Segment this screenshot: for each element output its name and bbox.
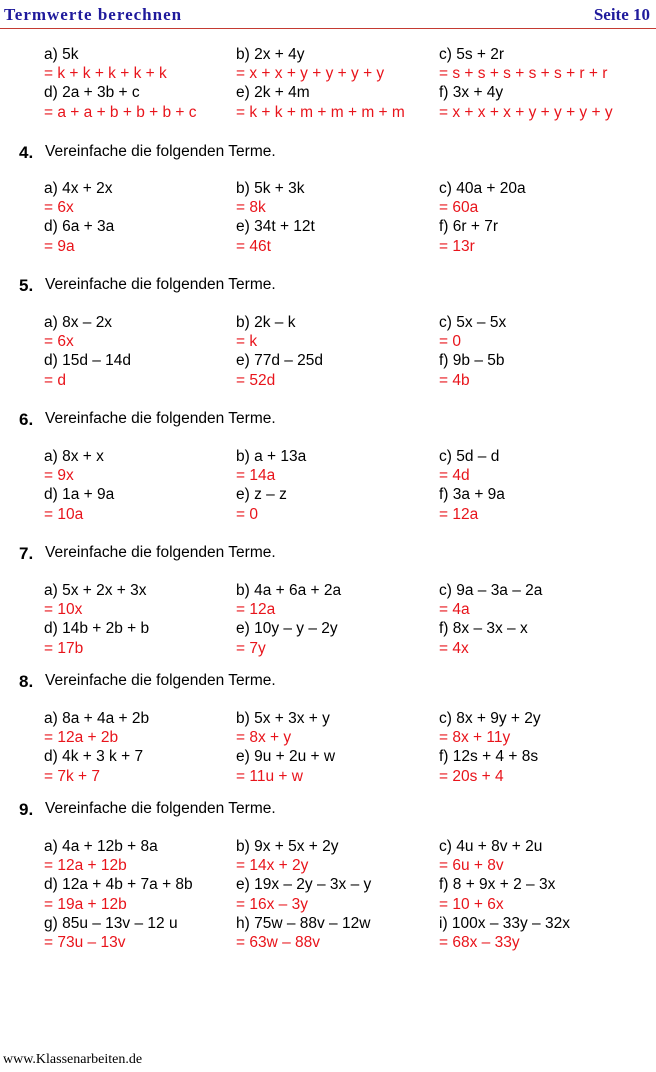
exercise-answer: = 52d xyxy=(236,371,276,389)
exercise-grid xyxy=(44,179,644,256)
exercise-problem: b) 5x + 3x + y xyxy=(236,710,330,727)
exercise-problem: f) 8 + 9x + 2 – 3x xyxy=(439,876,556,894)
exercise-item xyxy=(44,351,236,389)
exercise-answer: = a + a + b + b + b + c xyxy=(44,103,197,121)
exercise-answer: = 17b xyxy=(44,639,84,657)
exercise-problem: b) 4a + 6a + 2a xyxy=(236,582,342,599)
exercise-problem: i) 100x – 33y – 32x xyxy=(439,914,570,932)
exercise-problem: d) 14b + 2b + b xyxy=(44,620,150,638)
task-block-6 xyxy=(0,410,656,523)
exercise-answer: = 14a xyxy=(236,467,276,485)
exercise-item xyxy=(439,875,644,913)
task-heading xyxy=(0,410,656,432)
task-number: 5. xyxy=(19,276,34,295)
exercise-answer: = 19a + 12b xyxy=(44,895,127,913)
exercise-item xyxy=(439,581,644,619)
task-instruction: Vereinfache die folgenden Terme. xyxy=(45,143,276,160)
exercise-problem: e) z – z xyxy=(236,486,287,504)
exercise-item xyxy=(439,83,644,121)
exercise-item xyxy=(439,45,644,83)
exercise-answer: = 63w – 88v xyxy=(236,934,321,952)
task-heading xyxy=(0,800,656,822)
exercise-problem: a) 5k xyxy=(44,46,79,63)
exercise-answer: = 10a xyxy=(44,505,84,523)
exercise-item xyxy=(236,83,439,121)
page-header xyxy=(0,0,656,30)
exercise-item xyxy=(236,45,439,83)
exercise-item xyxy=(236,351,439,389)
exercise-answer: = 10 + 6x xyxy=(439,895,504,913)
exercise-problem: a) 4a + 12b + 8a xyxy=(44,838,158,855)
exercise-item xyxy=(439,485,644,523)
exercise-item xyxy=(44,581,236,619)
exercise-problem: f) 12s + 4 + 8s xyxy=(439,748,539,766)
task-heading xyxy=(0,544,656,566)
exercise-problem: f) 6r + 7r xyxy=(439,218,499,236)
exercise-answer: = x + x + x + y + y + y + y xyxy=(439,103,613,121)
exercise-problem: c) 9a – 3a – 2a xyxy=(439,582,543,599)
exercise-item xyxy=(439,837,644,875)
exercise-item xyxy=(439,351,644,389)
exercise-problem: c) 40a + 20a xyxy=(439,180,526,197)
exercise-grid xyxy=(44,709,644,786)
exercise-problem: b) 2x + 4y xyxy=(236,46,305,63)
exercise-problem: e) 77d – 25d xyxy=(236,352,324,370)
exercise-problem: e) 2k + 4m xyxy=(236,84,310,102)
exercise-grid xyxy=(44,447,644,524)
exercise-answer: = 8x + y xyxy=(236,729,292,747)
exercise-item xyxy=(236,485,439,523)
exercise-problem: e) 10y – y – 2y xyxy=(236,620,338,638)
exercise-item xyxy=(44,914,236,952)
exercise-grid xyxy=(44,313,644,390)
exercise-answer: = 4x xyxy=(439,639,469,657)
exercise-problem: e) 19x – 2y – 3x – y xyxy=(236,876,372,894)
exercise-answer: = d xyxy=(44,371,66,389)
exercise-problem: a) 8a + 4a + 2b xyxy=(44,710,150,727)
exercise-answer: = 9a xyxy=(44,237,75,255)
exercise-answer: = k xyxy=(236,333,258,351)
exercise-answer: = 11u + w xyxy=(236,767,303,785)
exercise-answer: = 60a xyxy=(439,199,479,217)
exercise-item xyxy=(439,914,644,952)
exercise-item xyxy=(439,217,644,255)
exercise-problem: f) 9b – 5b xyxy=(439,352,505,370)
exercise-problem: e) 34t + 12t xyxy=(236,218,315,236)
footer-website: www.Klassenarbeiten.de xyxy=(3,1052,143,1067)
exercise-problem: b) 2k – k xyxy=(236,314,296,331)
exercise-answer: = k + k + m + m + m + m xyxy=(236,103,405,121)
exercise-answer: = k + k + k + k + k xyxy=(44,65,167,83)
exercise-item xyxy=(439,313,644,351)
exercise-item xyxy=(44,837,236,875)
task-number: 4. xyxy=(19,143,34,162)
exercise-answer: = 20s + 4 xyxy=(439,767,504,785)
exercise-item xyxy=(236,581,439,619)
exercise-item xyxy=(44,447,236,485)
exercise-problem: f) 3x + 4y xyxy=(439,84,504,102)
task-number: 9. xyxy=(19,800,34,819)
exercise-grid xyxy=(44,581,644,658)
exercise-problem: c) 5x – 5x xyxy=(439,314,507,331)
exercise-item xyxy=(236,914,439,952)
exercise-answer: = 0 xyxy=(439,333,461,351)
exercise-item xyxy=(44,179,236,217)
exercise-problem: b) a + 13a xyxy=(236,448,307,465)
exercise-item xyxy=(44,45,236,83)
exercise-item xyxy=(439,447,644,485)
exercise-grid xyxy=(44,45,644,122)
exercise-item xyxy=(44,619,236,657)
task-block-4 xyxy=(0,143,656,255)
task-block-5 xyxy=(0,276,656,389)
exercise-item xyxy=(44,217,236,255)
exercise-answer: = 9x xyxy=(44,467,74,485)
task-block-8 xyxy=(0,672,656,785)
exercise-item xyxy=(236,709,439,747)
exercise-answer: = 10x xyxy=(44,601,83,619)
exercise-problem: d) 4k + 3 k + 7 xyxy=(44,748,144,766)
exercise-answer: = 13r xyxy=(439,237,475,255)
task-heading xyxy=(0,672,656,694)
exercise-answer: = 12a + 12b xyxy=(44,857,127,875)
task-number: 8. xyxy=(19,672,34,691)
exercise-item xyxy=(439,709,644,747)
exercise-item xyxy=(44,83,236,121)
exercise-item xyxy=(44,313,236,351)
exercise-problem: h) 75w – 88v – 12w xyxy=(236,914,371,932)
exercise-problem: e) 9u + 2u + w xyxy=(236,748,336,766)
task-heading xyxy=(0,143,656,165)
exercise-problem: a) 8x + x xyxy=(44,448,104,465)
exercise-answer: = 12a xyxy=(236,601,276,619)
exercise-problem: d) 15d – 14d xyxy=(44,352,132,370)
exercise-answer: = 12a + 2b xyxy=(44,729,119,747)
exercise-problem: d) 2a + 3b + c xyxy=(44,84,140,102)
exercise-item xyxy=(439,619,644,657)
page-number: Seite 10 xyxy=(593,5,650,24)
exercise-problem: d) 12a + 4b + 7a + 8b xyxy=(44,876,193,894)
exercise-item xyxy=(236,217,439,255)
exercise-problem: c) 8x + 9y + 2y xyxy=(439,710,541,727)
exercise-answer: = 16x – 3y xyxy=(236,895,308,913)
exercise-answer: = 68x – 33y xyxy=(439,934,520,952)
exercise-problem: b) 5k + 3k xyxy=(236,180,305,197)
task-instruction: Vereinfache die folgenden Terme. xyxy=(45,276,276,293)
exercise-item xyxy=(44,875,236,913)
exercise-answer: = 14x + 2y xyxy=(236,857,309,875)
exercise-problem: a) 5x + 2x + 3x xyxy=(44,582,147,599)
exercise-problem: c) 5s + 2r xyxy=(439,46,505,63)
exercise-answer: = 7y xyxy=(236,639,266,657)
task-instruction: Vereinfache die folgenden Terme. xyxy=(45,800,276,817)
exercise-item xyxy=(439,747,644,785)
exercise-grid xyxy=(44,837,644,952)
exercise-answer: = 8k xyxy=(236,199,266,217)
exercise-item xyxy=(44,485,236,523)
exercise-item xyxy=(44,747,236,785)
exercise-item xyxy=(236,875,439,913)
exercise-answer: = 12a xyxy=(439,505,479,523)
exercise-answer: = 6x xyxy=(44,333,74,351)
exercise-answer: = 6u + 8v xyxy=(439,857,504,875)
exercise-problem: c) 4u + 8v + 2u xyxy=(439,838,543,855)
exercise-answer: = 4d xyxy=(439,467,470,485)
exercise-problem: g) 85u – 13v – 12 u xyxy=(44,914,178,932)
exercise-answer: = x + x + y + y + y + y xyxy=(236,65,385,83)
exercise-answer: = 46t xyxy=(236,237,271,255)
task-instruction: Vereinfache die folgenden Terme. xyxy=(45,410,276,427)
exercise-answer: = 0 xyxy=(236,505,258,523)
exercise-problem: b) 9x + 5x + 2y xyxy=(236,838,339,855)
worksheet-title: Termwerte berechnen xyxy=(4,5,183,24)
exercise-answer: = 6x xyxy=(44,199,74,217)
task-heading xyxy=(0,276,656,298)
task-block-9 xyxy=(0,800,656,952)
task-instruction: Vereinfache die folgenden Terme. xyxy=(45,672,276,689)
exercise-item xyxy=(439,179,644,217)
exercise-problem: c) 5d – d xyxy=(439,448,500,465)
exercise-item xyxy=(236,313,439,351)
exercise-item xyxy=(236,619,439,657)
exercise-problem: f) 3a + 9a xyxy=(439,486,505,504)
exercise-item xyxy=(236,747,439,785)
exercise-answer: = s + s + s + s + s + r + r xyxy=(439,65,608,83)
exercise-item xyxy=(236,447,439,485)
exercise-problem: d) 1a + 9a xyxy=(44,486,115,504)
exercise-item xyxy=(44,709,236,747)
exercise-answer: = 4a xyxy=(439,601,470,619)
exercise-answer: = 8x + 11y xyxy=(439,729,511,747)
task-instruction: Vereinfache die folgenden Terme. xyxy=(45,544,276,561)
header-divider xyxy=(0,28,656,29)
exercise-problem: d) 6a + 3a xyxy=(44,218,115,236)
exercise-item xyxy=(236,179,439,217)
task-block-7 xyxy=(0,544,656,657)
exercise-answer: = 4b xyxy=(439,371,470,389)
exercise-item xyxy=(236,837,439,875)
task-number: 7. xyxy=(19,544,34,563)
exercise-problem: f) 8x – 3x – x xyxy=(439,620,528,638)
exercise-problem: a) 4x + 2x xyxy=(44,180,113,197)
exercise-problem: a) 8x – 2x xyxy=(44,314,113,331)
task-number: 6. xyxy=(19,410,34,429)
exercise-answer: = 73u – 13v xyxy=(44,934,126,952)
exercise-answer: = 7k + 7 xyxy=(44,767,101,785)
